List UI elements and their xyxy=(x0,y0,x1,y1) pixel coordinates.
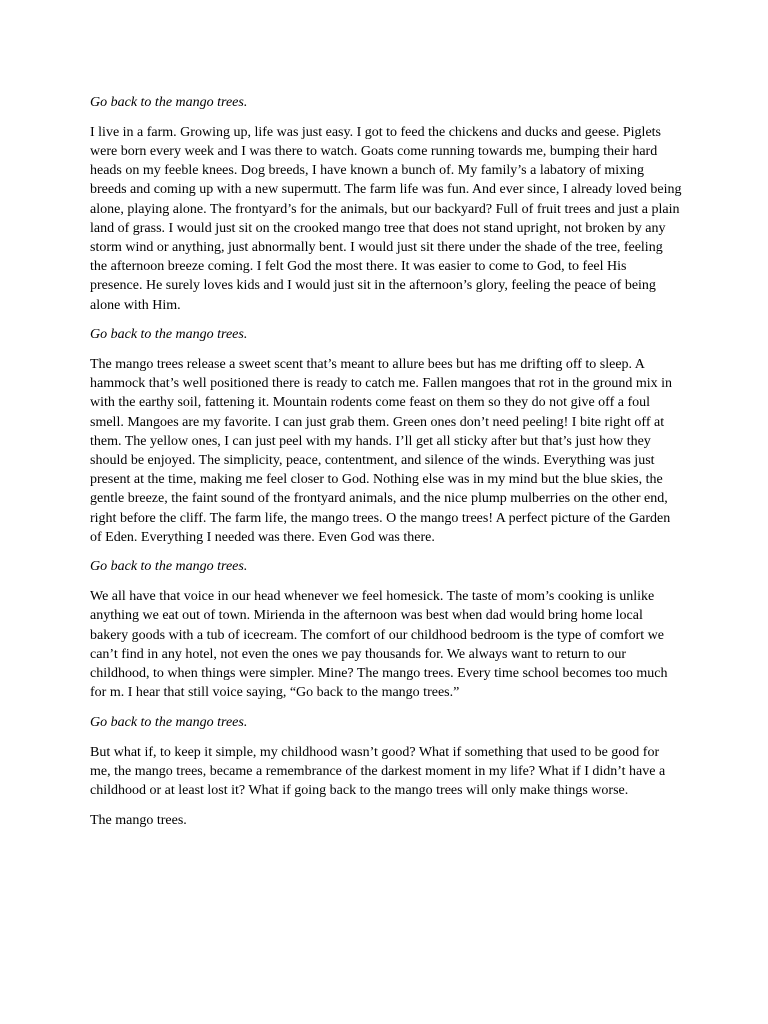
body-paragraph: The mango trees release a sweet scent that’s meant to allure bees but has me drifting off to sleep. A hammock that’s well positioned there is ready to catch me. Fallen mangoes that rot in the ground mix in with the earthy soil, fattening it. Mountain rodents come feast on them so they do not give off a foul smell. Mangoes are my favorite. I can just grab them. Green ones don’t need peeling! I bite right off at them. The yellow ones, I can just peel with my hands. I’ll get all sticky after but that’s just how they should be enjoyed. The simplicity, peace, contentment, and silence of the winds. Everything was just present at the time, making me feel closer to God. Nothing else was in my mind but the blue skies, the gentle breeze, the faint sound of the frontyard animals, and the nice plump mulberries on the other end, right before the cliff. The farm life, the mango trees. O the mango trees! A perfect picture of the Garden of Eden. Everything I needed was there. Even God was there. xyxy=(90,356,673,545)
refrain-paragraph: Go back to the mango trees. xyxy=(90,327,248,343)
body-paragraph: But what if, to keep it simple, my childhood wasn’t good? What if something that used to be good for me, the mango trees, became a remembrance of the darkest moment in my life? What if I didn’t have a childhood or at least lost it? What if going back to the mango trees will only make things worse. xyxy=(90,744,666,798)
body-paragraph: I live in a farm. Growing up, life was just easy. I got to feed the chickens and ducks and geese. Piglets were born every week and I was there to watch. Goats come running towards me, bumping their hard heads on my feeble knees. Dog breeds, I have known a bunch of. My family’s a labatory of mixing breeds and coming up with a new supermutt. The farm life was fun. And ever since, I already loved being alone, playing alone. The frontyard’s for the animals, but our backyard? Full of fruit trees and just a plain land of grass. I would just sit on the crooked mango tree that does not stand upright, not broken by any storm wind or anything, just abnormally bent. I would just sit there under the shade of the tree, feeling the afternoon breeze coming. I felt God the most there. It was easier to come to God, to feel His presence. He surely loves kids and I would just sit in the afternoon’s glory, feeling the peace of being alone with Him. xyxy=(90,124,682,313)
body-paragraph: We all have that voice in our head whenever we feel homesick. The taste of mom’s cooking is unlike anything we eat out of town. Mirienda in the afternoon was best when dad would bring home local bakery goods with a tub of icecream. The comfort of our childhood bedroom is the type of comfort we can’t find in any hotel, not even the ones we pay thousands for. We always want to return to our childhood, to when things were simpler. Mine? The mango trees. Every time school becomes too much for m. I hear that still voice saying, “Go back to the mango trees.” xyxy=(90,589,668,701)
refrain-paragraph: Go back to the mango trees. xyxy=(90,95,248,110)
refrain-paragraph: Go back to the mango trees. xyxy=(90,714,248,730)
refrain-paragraph: Go back to the mango trees. xyxy=(90,559,248,575)
closing-paragraph: The mango trees. xyxy=(90,812,187,828)
document-body xyxy=(90,93,682,840)
